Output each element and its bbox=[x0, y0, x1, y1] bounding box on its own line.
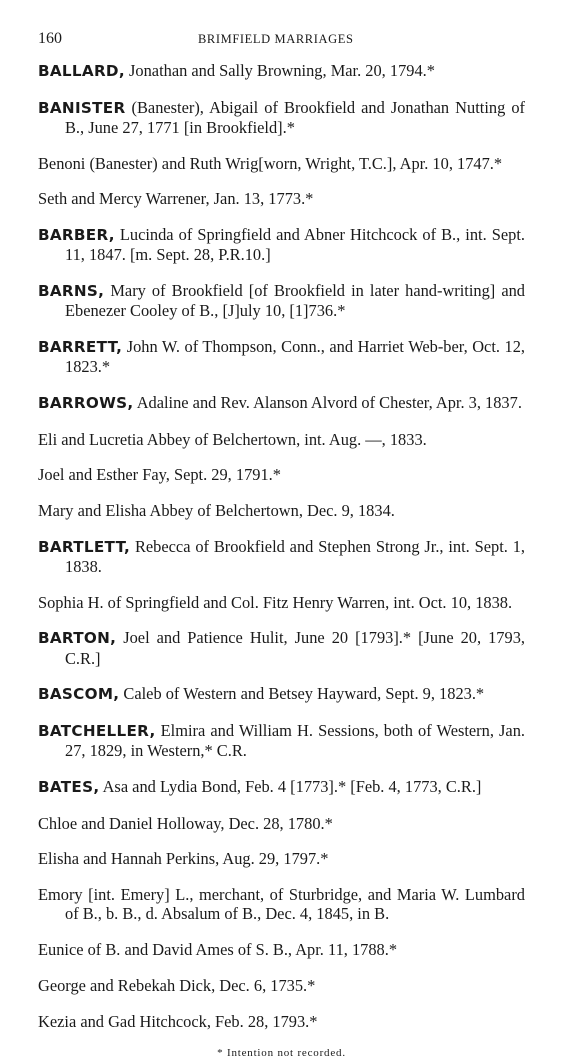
entry-surname: BARNS, bbox=[38, 282, 105, 301]
entry bbox=[38, 721, 525, 761]
entry bbox=[38, 430, 525, 449]
entry bbox=[38, 225, 525, 265]
entry-text: George and Rebekah Dick, Dec. 6, 1735.* bbox=[38, 975, 316, 995]
entry-text: Kezia and Gad Hitchcock, Feb. 28, 1793.* bbox=[38, 1011, 318, 1031]
entry-surname: BALLARD, bbox=[38, 62, 125, 80]
entry bbox=[38, 628, 525, 668]
entry-text: Caleb of Western and Betsey Hayward, Sept. 9, 1823.* bbox=[119, 684, 485, 704]
entry bbox=[38, 976, 525, 995]
entry bbox=[38, 684, 525, 704]
footnote: * Intention not recorded. bbox=[217, 1047, 346, 1059]
entry-text: Benoni (Banester) and Ruth Wrig[worn, Wright, T.C.], Apr. 10, 1747.* bbox=[38, 153, 503, 173]
entry bbox=[38, 465, 525, 484]
entry-text: Adaline and Rev. Alanson Alvord of Chester, Apr. 3, 1837. bbox=[133, 393, 522, 412]
entry bbox=[38, 61, 525, 81]
entry-surname: BARRETT, bbox=[38, 338, 123, 357]
entry-text: Eli and Lucretia Abbey of Belchertown, int. Aug. —, 1833. bbox=[38, 429, 427, 449]
entry bbox=[38, 885, 525, 924]
entry bbox=[38, 98, 525, 138]
entry-text: Asa and Lydia Bond, Feb. 4 [1773].* [Feb. 4, 1773, C.R.] bbox=[99, 777, 482, 797]
entry bbox=[38, 849, 525, 868]
running-head: BRIMFIELD MARRIAGES bbox=[198, 32, 354, 46]
entry bbox=[38, 593, 525, 612]
entry-text: Elmira and William H. Sessions, both of Western, Jan. 27, 1829, in Western,* C.R. bbox=[65, 721, 525, 761]
entry-surname: BARBER, bbox=[38, 226, 115, 245]
entry bbox=[38, 814, 525, 833]
entry-text: Mary and Elisha Abbey of Belchertown, Dec. 9, 1834. bbox=[38, 501, 395, 521]
entry-surname: BASCOM, bbox=[38, 685, 120, 704]
entry-surname: BANISTER bbox=[38, 98, 126, 117]
entry-text: Elisha and Hannah Perkins, Aug. 29, 1797.* bbox=[38, 849, 329, 869]
page-number: 160 bbox=[38, 30, 62, 47]
entry bbox=[38, 537, 525, 577]
entry-text: Joel and Esther Fay, Sept. 29, 1791.* bbox=[38, 465, 281, 485]
entry-text: Jonathan and Sally Browning, Mar. 20, 1794.* bbox=[124, 61, 435, 80]
entry bbox=[38, 154, 525, 173]
document-page bbox=[38, 30, 525, 1059]
entry-text: Chloe and Daniel Holloway, Dec. 28, 1780.* bbox=[38, 813, 333, 833]
entry-text: Sophia H. of Springfield and Col. Fitz Henry Warren, int. Oct. 10, 1838. bbox=[38, 592, 513, 612]
entry bbox=[38, 940, 525, 959]
entry-surname: BATES, bbox=[38, 778, 100, 797]
entry bbox=[38, 189, 525, 208]
entry bbox=[38, 501, 525, 520]
entry bbox=[38, 281, 525, 321]
entry-text: Mary of Brookfield [of Brookfield in later hand-writing] and Ebenezer Cooley of B., [J]uly 10, [1]736.* bbox=[65, 281, 525, 321]
entry-text: Joel and Patience Hulit, June 20 [1793].* [June 20, 1793, C.R.] bbox=[65, 628, 525, 668]
entry bbox=[38, 777, 525, 797]
entry bbox=[38, 337, 525, 377]
entry-text: John W. of Thompson, Conn., and Harriet Web-ber, Oct. 12, 1823.* bbox=[65, 337, 525, 377]
marriage-entries bbox=[38, 61, 525, 1031]
entry bbox=[38, 393, 525, 413]
entry-text: Lucinda of Springfield and Abner Hitchcock of B., int. Sept. 11, 1847. [m. Sept. 28, P.R.10.] bbox=[65, 225, 525, 265]
entry-text: Emory [int. Emery] L., merchant, of Sturbridge, and Maria W. Lumbard of B., b. B., d. Absalum of B., Dec. 4, 1845, in B. bbox=[38, 885, 525, 924]
entry-text: Seth and Mercy Warrener, Jan. 13, 1773.* bbox=[38, 189, 314, 209]
entry-surname: BARROWS, bbox=[38, 394, 134, 412]
entry-text: (Banester), Abigail of Brookfield and Jonathan Nutting of B., June 27, 1771 [in Brookfield].* bbox=[65, 97, 525, 137]
entry-surname: BARTON, bbox=[38, 629, 117, 648]
entry-surname: BARTLETT, bbox=[38, 537, 131, 556]
entry-text: Rebecca of Brookfield and Stephen Strong Jr., int. Sept. 1, 1838. bbox=[65, 536, 525, 577]
page-header bbox=[38, 30, 525, 54]
entry bbox=[38, 1012, 525, 1031]
entry-surname: BATCHELLER, bbox=[38, 722, 156, 741]
entry-text: Eunice of B. and David Ames of S. B., Apr. 11, 1788.* bbox=[38, 940, 398, 960]
